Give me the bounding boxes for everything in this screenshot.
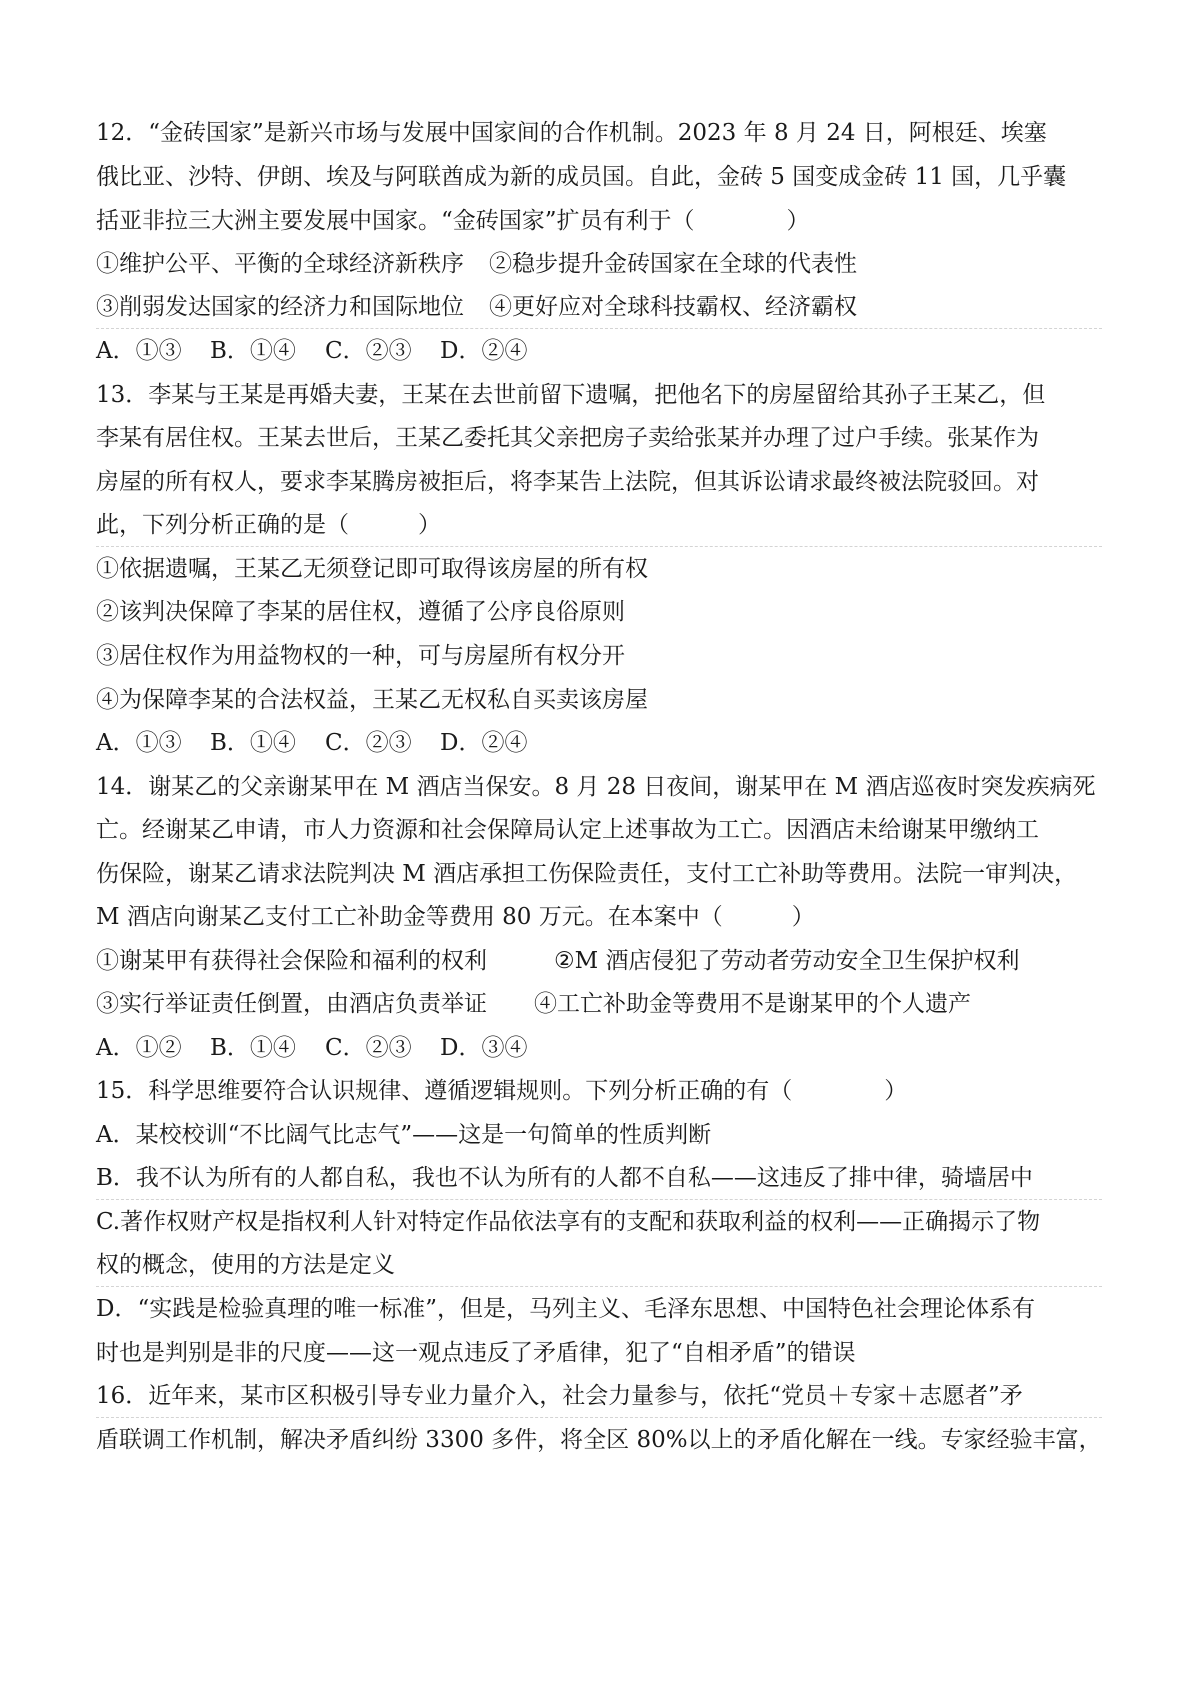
- q12-statement-1: ①维护公平、平衡的全球经济新秩序: [96, 251, 464, 277]
- q14-stem-line-1: 14．谢某乙的父亲谢某甲在 M 酒店当保安。8 月 28 日夜间，谢某甲在 M 酒店巡夜时突发疾病死: [96, 774, 1096, 800]
- q15-stem: 15．科学思维要符合认识规律、遵循逻辑规则。下列分析正确的有（ ）: [96, 1078, 908, 1104]
- divider: [96, 328, 1102, 329]
- q14-stem-line-4: M 酒店向谢某乙支付工亡补助金等费用 80 万元。在本案中（ ）: [96, 904, 815, 930]
- q13-choice-c: C．②③: [325, 730, 412, 756]
- q14-statement-row-2: [96, 989, 971, 1019]
- q13-stem-line-2: 李某有居住权。王某去世后，王某乙委托其父亲把房子卖给张某并办理了过户手续。张某作为: [96, 425, 1039, 451]
- divider: [96, 1199, 1102, 1200]
- q12-statement-3: ③削弱发达国家的经济力和国际地位: [96, 294, 464, 320]
- q15-option-d-line-2: 时也是判别是非的尺度——这一观点违反了矛盾律，犯了“自相矛盾”的错误: [96, 1340, 856, 1366]
- q14-statement-row-1: [96, 946, 1020, 976]
- q12-statement-2: ②稳步提升金砖国家在全球的代表性: [489, 251, 857, 277]
- q14-choice-c: C．②③: [325, 1035, 412, 1061]
- q15-option-c-line-2: 权的概念，使用的方法是定义: [96, 1252, 395, 1278]
- q12-stem-line-2: 俄比亚、沙特、伊朗、埃及与阿联酋成为新的成员国。自此，金砖 5 国变成金砖 11 国，几乎囊: [96, 164, 1067, 190]
- q14-choice-b: B．①④: [210, 1035, 296, 1061]
- divider: [96, 1417, 1102, 1418]
- q15-option-b: B．我不认为所有的人都自私，我也不认为所有的人都不自私——这违反了排中律，骑墙居中: [96, 1165, 1033, 1191]
- q13-choice-a: A．①③: [96, 730, 182, 756]
- q14-stem-line-3: 伤保险，谢某乙请求法院判决 M 酒店承担工伤保险责任，支付工亡补助等费用。法院一审判决，: [96, 861, 1078, 887]
- q13-stem-line-4: 此，下列分析正确的是（ ）: [96, 512, 441, 538]
- q13-choice-d: D．②④: [440, 730, 528, 756]
- q12-statement-4: ④更好应对全球科技霸权、经济霸权: [489, 294, 857, 320]
- q12-choice-a: A．①③: [96, 338, 182, 364]
- q13-choice-b: B．①④: [210, 730, 296, 756]
- q13-stem-line-1: 13．李某与王某是再婚夫妻，王某在去世前留下遗嘱，把他名下的房屋留给其孙子王某乙，但: [96, 382, 1046, 408]
- q13-statement-3: ③居住权作为用益物权的一种，可与房屋所有权分开: [96, 643, 625, 669]
- q12-choice-d: D．②④: [440, 338, 528, 364]
- q14-statement-3: ③实行举证责任倒置，由酒店负责举证: [96, 991, 487, 1017]
- q13-statement-2: ②该判决保障了李某的居住权，遵循了公序良俗原则: [96, 599, 625, 625]
- q12-statement-row-2: [96, 292, 857, 322]
- q12-statement-row-1: [96, 249, 857, 279]
- q12-stem-line-1: 12．“金砖国家”是新兴市场与发展中国家间的合作机制。2023 年 8 月 24 日，阿根廷、埃塞: [96, 120, 1047, 146]
- q16-stem-line-2: 盾联调工作机制，解决矛盾纠纷 3300 多件，将全区 80%以上的矛盾化解在一线。专家经验丰富，: [96, 1427, 1102, 1453]
- q13-stem-line-3: 房屋的所有权人，要求李某腾房被拒后，将李某告上法院，但其诉讼请求最终被法院驳回。对: [96, 469, 1039, 495]
- q14-choice-a: A．①②: [96, 1035, 182, 1061]
- q13-statement-1: ①依据遗嘱，王某乙无须登记即可取得该房屋的所有权: [96, 556, 648, 582]
- divider: [96, 546, 1102, 547]
- q12-choice-b: B．①④: [210, 338, 296, 364]
- q13-statement-4: ④为保障李某的合法权益，王某乙无权私自买卖该房屋: [96, 687, 648, 713]
- q15-option-a: A．某校校训“不比阔气比志气”——这是一句简单的性质判断: [96, 1122, 712, 1148]
- q16-stem-line-1: 16．近年来，某市区积极引导专业力量介入，社会力量参与，依托“党员＋专家＋志愿者”矛: [96, 1383, 1023, 1409]
- q14-statement-4: ④工亡补助金等费用不是谢某甲的个人遗产: [534, 991, 971, 1017]
- q12-choice-c: C．②③: [325, 338, 412, 364]
- divider: [96, 1286, 1102, 1287]
- q12-stem-line-3: 括亚非拉三大洲主要发展中国家。“金砖国家”扩员有利于（ ）: [96, 208, 810, 234]
- q15-option-c-line-1: C.著作权财产权是指权利人针对特定作品依法享有的支配和获取利益的权利——正确揭示了物: [96, 1209, 1041, 1235]
- q14-statement-1: ①谢某甲有获得社会保险和福利的权利: [96, 948, 487, 974]
- q14-statement-2: ②M 酒店侵犯了劳动者劳动安全卫生保护权利: [554, 948, 1020, 974]
- q15-option-d-line-1: D．“实践是检验真理的唯一标准”，但是，马列主义、毛泽东思想、中国特色社会理论体系有: [96, 1296, 1035, 1322]
- q14-stem-line-2: 亡。经谢某乙申请，市人力资源和社会保障局认定上述事故为工亡。因酒店未给谢某甲缴纳工: [96, 817, 1039, 843]
- q14-choice-d: D．③④: [440, 1035, 528, 1061]
